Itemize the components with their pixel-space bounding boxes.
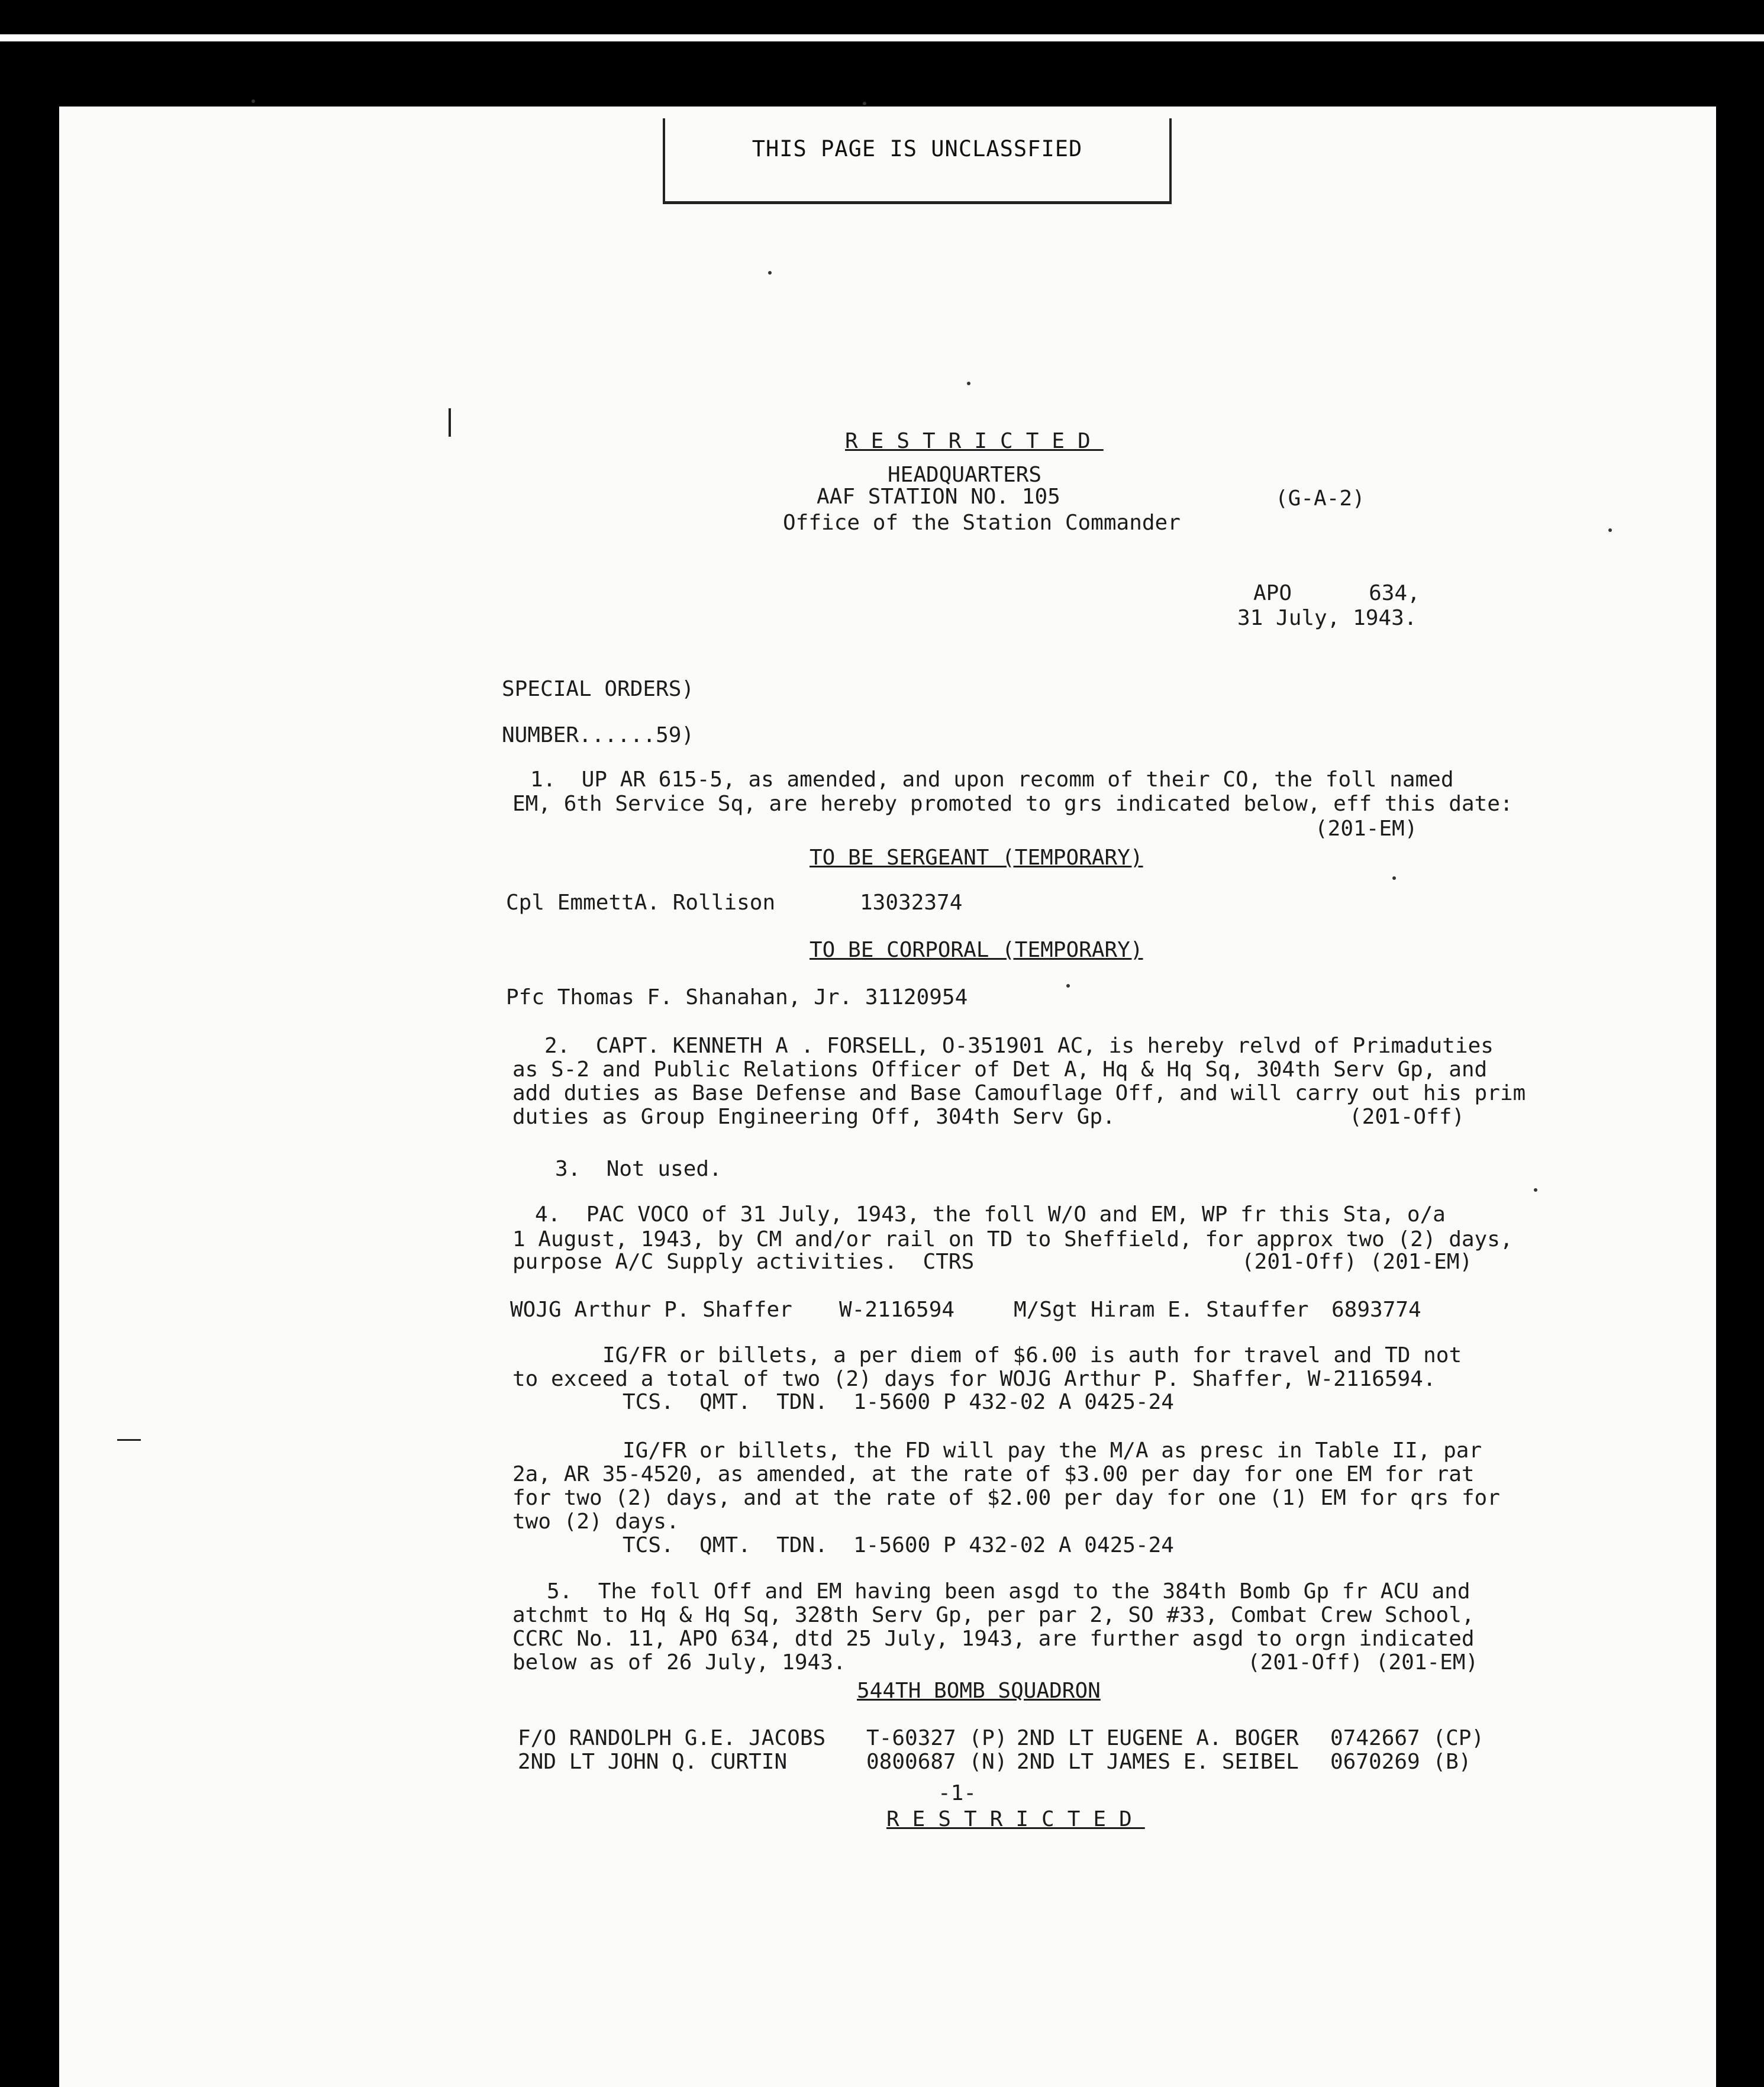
para3-text: 3. Not used. bbox=[555, 1157, 722, 1181]
per-diem-line1: IG/FR or billets, a per diem of $6.00 is auth for travel and TD not bbox=[602, 1343, 1462, 1367]
roster-row2-number: 0800687 (N) bbox=[866, 1750, 1008, 1774]
sergeant-number: 13032374 bbox=[860, 891, 963, 915]
roster-row1-number2: 0742667 (CP) bbox=[1330, 1726, 1485, 1750]
fd-line2: 2a, AR 35-4520, as amended, at the rate of $3.00 per day for one EM for rat bbox=[512, 1462, 1475, 1486]
per-diem-line2: to exceed a total of two (2) days for WOJG Arthur P. Shaffer, W-2116594. bbox=[512, 1367, 1436, 1391]
orders-line2: NUMBER......59) bbox=[502, 723, 695, 747]
roster-row2-name2: 2ND LT JAMES E. SEIBEL bbox=[1017, 1750, 1299, 1774]
scan-mark bbox=[449, 408, 451, 437]
para5-ref: (201-Off) (201-EM) bbox=[1247, 1650, 1479, 1675]
para4-person1-number: W-2116594 bbox=[839, 1298, 955, 1322]
roster-row2-number2: 0670269 (B) bbox=[1330, 1750, 1472, 1774]
para4-person1-name: WOJG Arthur P. Shaffer bbox=[510, 1298, 792, 1322]
header-apo: APO 634, bbox=[1253, 581, 1420, 605]
scan-speck bbox=[1066, 984, 1070, 988]
para2-line3: add duties as Base Defense and Base Camouflage Off, and will carry out his prim bbox=[512, 1081, 1526, 1105]
roster-row1-name2: 2ND LT EUGENE A. BOGER bbox=[1017, 1726, 1299, 1750]
para2-line4: duties as Group Engineering Off, 304th Serv Gp. bbox=[512, 1105, 1115, 1129]
header-classification: RESTRICTED bbox=[845, 429, 1104, 453]
para2-ref: (201-Off) bbox=[1349, 1105, 1465, 1129]
header-line1: HEADQUARTERS bbox=[888, 463, 1042, 487]
para2-line2: as S-2 and Public Relations Officer of Det A, Hq & Hq Sq, 304th Serv Gp, and bbox=[512, 1057, 1488, 1082]
squadron-heading: 544TH BOMB SQUADRON bbox=[857, 1679, 1101, 1703]
header-code: (G-A-2) bbox=[1275, 486, 1365, 511]
scan-speck bbox=[863, 102, 866, 105]
heading-corporal: TO BE CORPORAL (TEMPORARY) bbox=[810, 938, 1143, 962]
para4-line2: 1 August, 1943, by CM and/or rail on TD to Sheffield, for approx two (2) days, bbox=[512, 1227, 1513, 1251]
scan-speck bbox=[251, 99, 255, 103]
scan-mark bbox=[117, 1439, 141, 1441]
orders-line1: SPECIAL ORDERS) bbox=[502, 677, 695, 701]
para4-ref: (201-Off) (201-EM) bbox=[1241, 1250, 1473, 1274]
scan-speck bbox=[1534, 1188, 1537, 1192]
fd-line1: IG/FR or billets, the FD will pay the M/A as presc in Table II, par bbox=[623, 1438, 1482, 1463]
scan-speck bbox=[1608, 528, 1612, 532]
per-diem-line3: TCS. QMT. TDN. 1-5600 P 432-02 A 0425-24 bbox=[623, 1390, 1174, 1414]
corporal-entry: Pfc Thomas F. Shanahan, Jr. 31120954 bbox=[506, 985, 968, 1009]
header-line3: Office of the Station Commander bbox=[783, 511, 1181, 535]
para5-line2: atchmt to Hq & Hq Sq, 328th Serv Gp, per par 2, SO #33, Combat Crew School, bbox=[512, 1603, 1475, 1627]
scan-speck bbox=[1392, 876, 1396, 880]
para1-ref: (201-EM) bbox=[1315, 817, 1418, 841]
para5-line4: below as of 26 July, 1943. bbox=[512, 1650, 846, 1675]
roster-row1-number: T-60327 (P) bbox=[866, 1726, 1008, 1750]
scan-speck bbox=[768, 271, 772, 275]
para1-line1: 1. UP AR 615-5, as amended, and upon recomm of their CO, the foll named bbox=[530, 767, 1454, 792]
fd-line4: two (2) days. bbox=[512, 1509, 679, 1534]
fd-line5: TCS. QMT. TDN. 1-5600 P 432-02 A 0425-24 bbox=[623, 1533, 1174, 1557]
para4-line1: 4. PAC VOCO of 31 July, 1943, the foll W/O and EM, WP fr this Sta, o/a bbox=[535, 1202, 1446, 1227]
header-date: 31 July, 1943. bbox=[1237, 606, 1417, 630]
para1-line2: EM, 6th Service Sq, are hereby promoted to grs indicated below, eff this date: bbox=[512, 792, 1513, 816]
roster-row1-name: F/O RANDOLPH G.E. JACOBS bbox=[518, 1726, 826, 1750]
roster-row2-name: 2ND LT JOHN Q. CURTIN bbox=[518, 1750, 788, 1774]
para5-line1: 5. The foll Off and EM having been asgd to the 384th Bomb Gp fr ACU and bbox=[547, 1579, 1470, 1604]
stamp-text: THIS PAGE IS UNCLASSFIED bbox=[752, 136, 1083, 162]
heading-sergeant: TO BE SERGEANT (TEMPORARY) bbox=[810, 846, 1143, 870]
scan-speck bbox=[967, 382, 970, 385]
footer-classification: RESTRICTED bbox=[886, 1807, 1145, 1831]
para4-person2-name: M/Sgt Hiram E. Stauffer bbox=[1014, 1298, 1309, 1322]
fd-line3: for two (2) days, and at the rate of $2.00 per day for one (1) EM for qrs for bbox=[512, 1486, 1500, 1510]
page-number: -1- bbox=[938, 1781, 977, 1805]
classification-stamp bbox=[663, 118, 1172, 204]
sergeant-name: Cpl EmmettA. Rollison bbox=[506, 891, 776, 915]
para4-person2-number: 6893774 bbox=[1331, 1298, 1421, 1322]
scan-border-line bbox=[0, 34, 1764, 41]
para5-line3: CCRC No. 11, APO 634, dtd 25 July, 1943, are further asgd to orgn indicated bbox=[512, 1627, 1475, 1651]
header-line2: AAF STATION NO. 105 bbox=[817, 485, 1060, 509]
para4-line3: purpose A/C Supply activities. CTRS bbox=[512, 1250, 975, 1274]
para2-line1: 2. CAPT. KENNETH A . FORSELL, O-351901 AC, is hereby relvd of Primaduties bbox=[544, 1034, 1494, 1058]
scan-border-top bbox=[0, 0, 1764, 18]
